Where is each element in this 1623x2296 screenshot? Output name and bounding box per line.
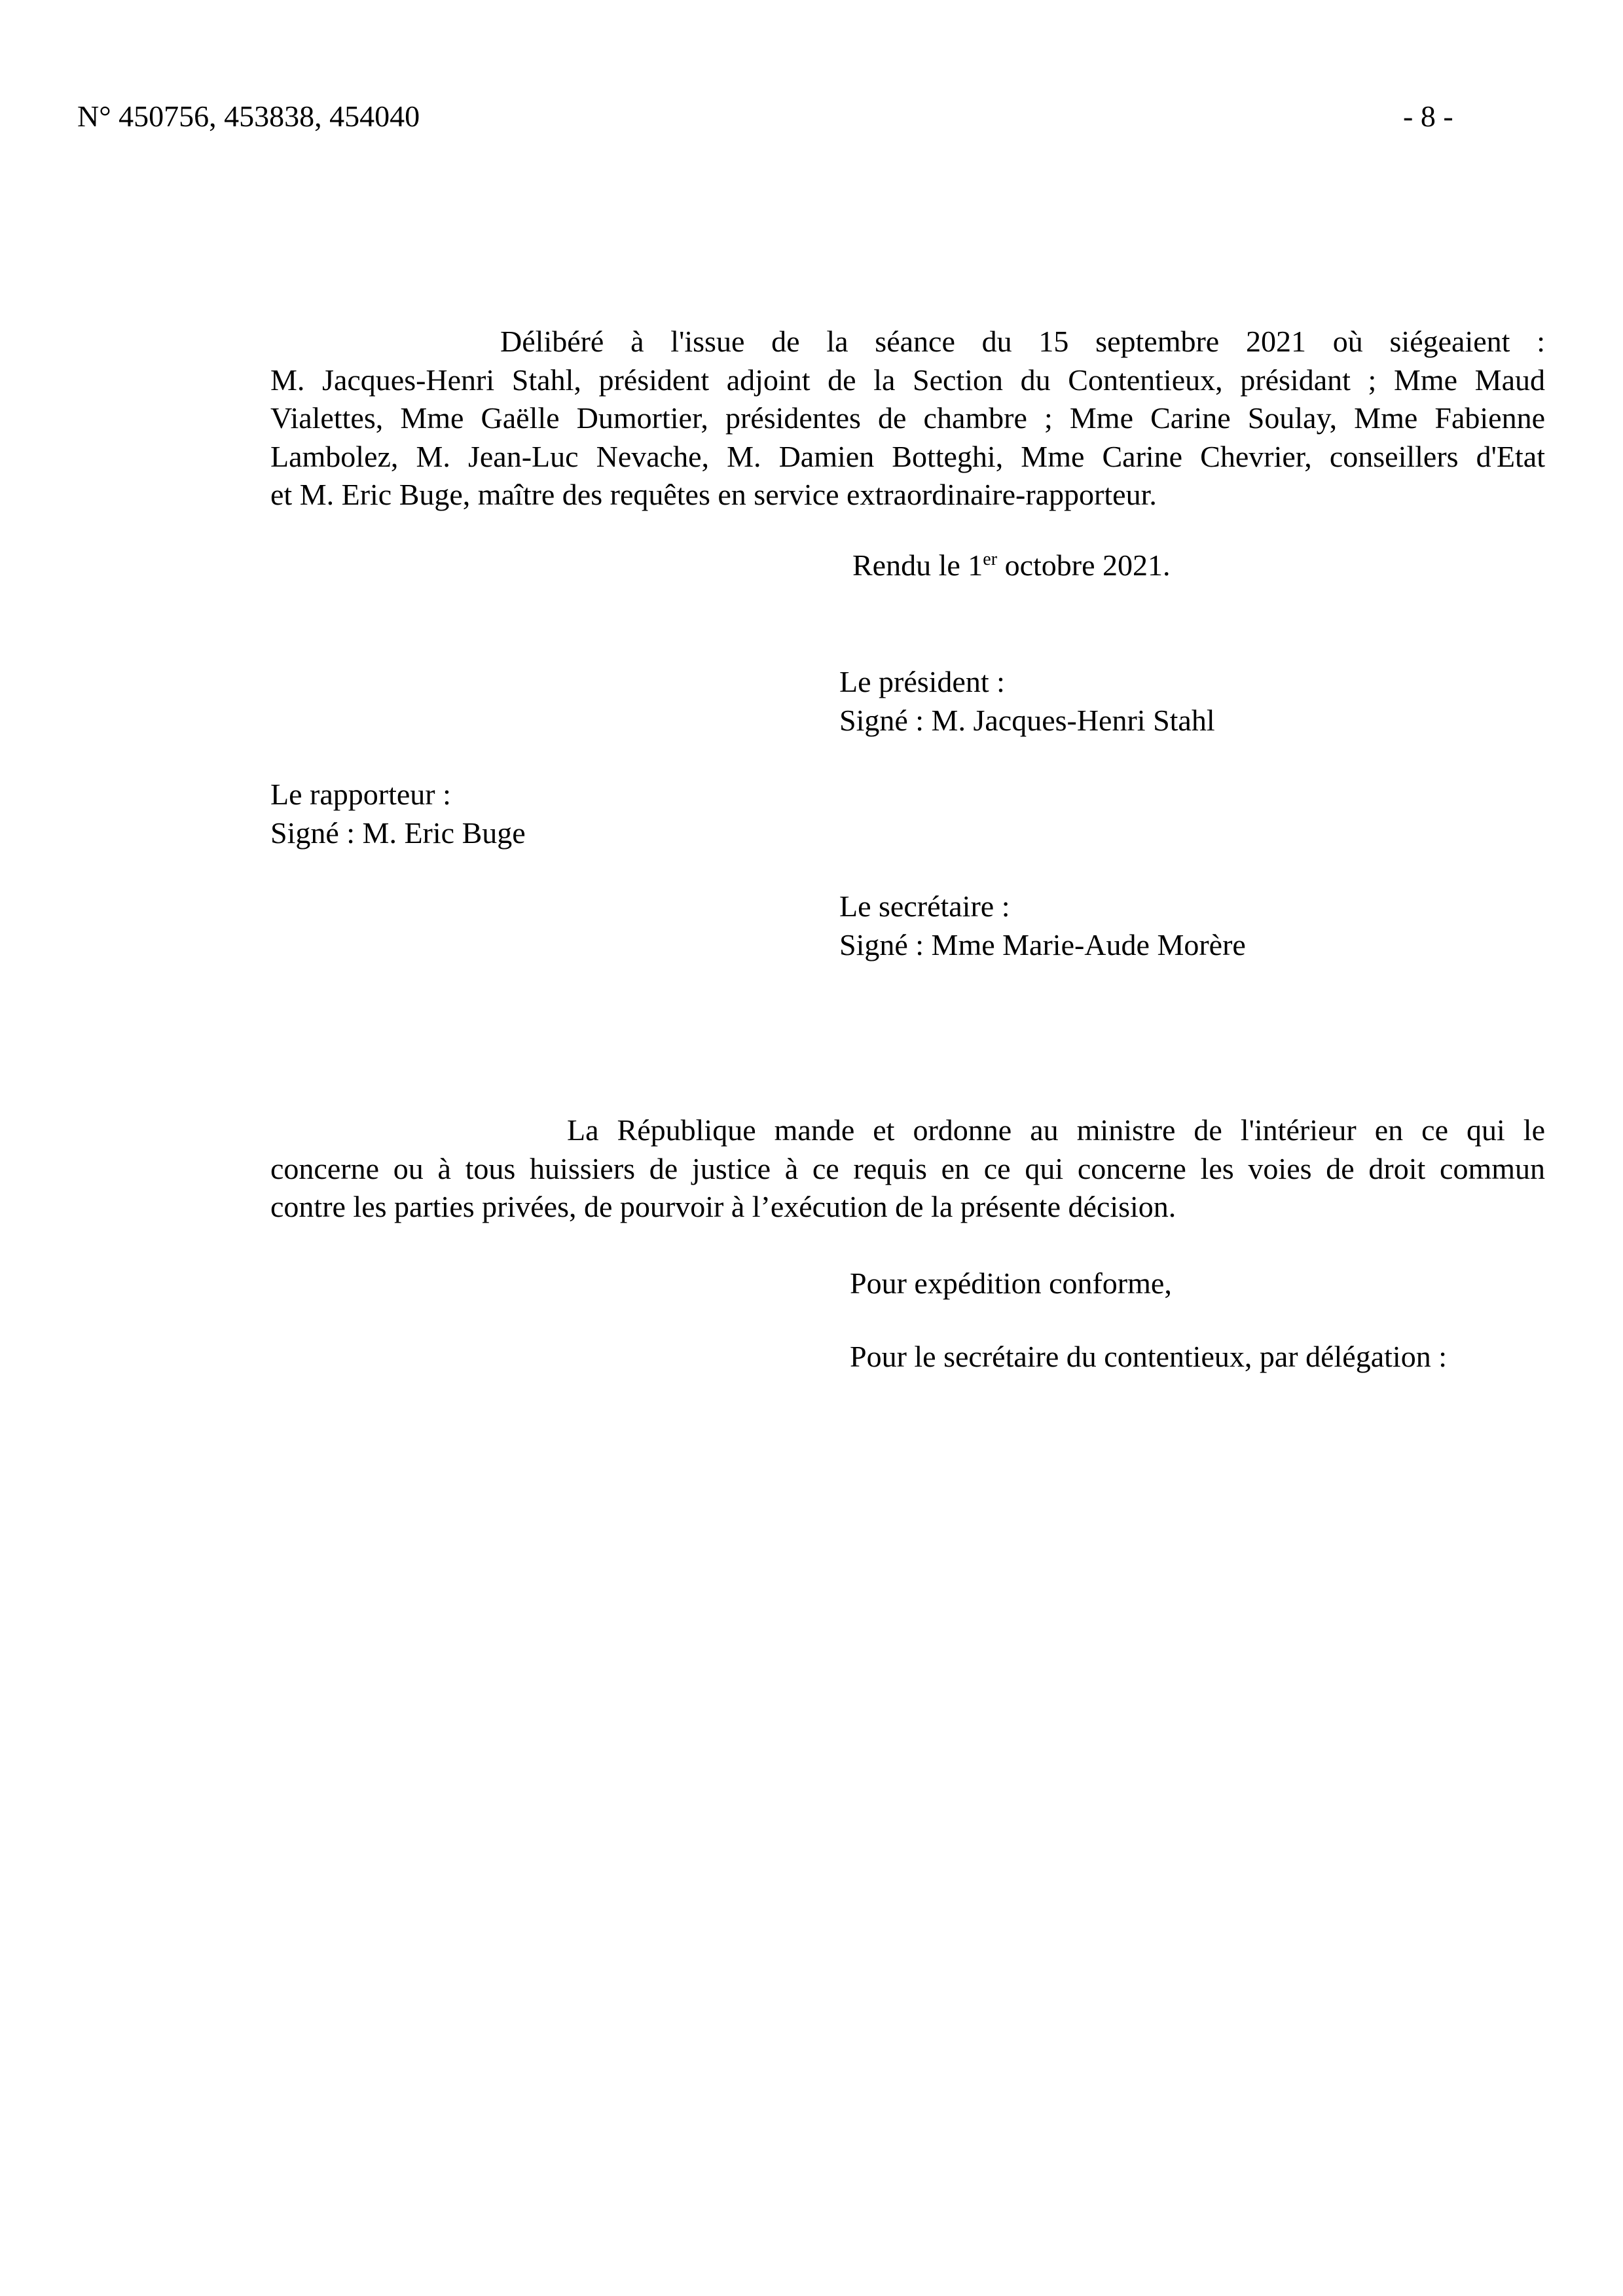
president-signature: Signé : M. Jacques-Henri Stahl — [839, 704, 1215, 737]
rapporteur-signature: Signé : M. Eric Buge — [270, 816, 526, 850]
rendu-prefix: Rendu le 1 — [852, 548, 983, 582]
deliberation-line: Lambolez, M. Jean-Luc Nevache, M. Damien Botteghi, Mme Carine Chevrier, conseillers d'Etat — [270, 439, 1545, 473]
expedition-conforme: Pour expédition conforme, — [850, 1266, 1172, 1300]
rendu-date — [852, 546, 1171, 584]
formule-line: concerne ou à tous huissiers de justice à ce requis en ce qui concerne les voies de droit commun — [270, 1151, 1545, 1185]
deliberation-line: Délibéré à l'issue de la séance du 15 septembre 2021 où siégeaient : — [500, 325, 1545, 358]
formule-line: La République mande et ordonne au ministre de l'intérieur en ce qui le — [567, 1113, 1545, 1147]
rendu-suffix: octobre 2021. — [997, 548, 1171, 582]
formule-line: contre les parties privées, de pourvoir à l’exécution de la présente décision. — [270, 1190, 1176, 1223]
secretaire-title: Le secrétaire : — [839, 889, 1010, 923]
rendu-superscript: er — [983, 549, 998, 569]
rapporteur-title: Le rapporteur : — [270, 778, 451, 811]
delegation-line: Pour le secrétaire du contentieux, par délégation : — [850, 1340, 1447, 1373]
formule-executoire — [270, 1111, 1545, 1227]
president-title: Le président : — [839, 665, 1005, 698]
deliberation-paragraph — [270, 323, 1545, 514]
deliberation-line: et M. Eric Buge, maître des requêtes en service extraordinaire-rapporteur. — [270, 478, 1157, 511]
page-number: - 8 - — [1403, 99, 1453, 133]
deliberation-line: Vialettes, Mme Gaëlle Dumortier, présidentes de chambre ; Mme Carine Soulay, Mme Fabienne — [270, 401, 1545, 435]
case-numbers: N° 450756, 453838, 454040 — [77, 99, 420, 133]
deliberation-line: M. Jacques-Henri Stahl, président adjoint de la Section du Contentieux, présidant ; Mme Maud — [270, 363, 1545, 397]
secretaire-signature: Signé : Mme Marie-Aude Morère — [839, 928, 1246, 961]
